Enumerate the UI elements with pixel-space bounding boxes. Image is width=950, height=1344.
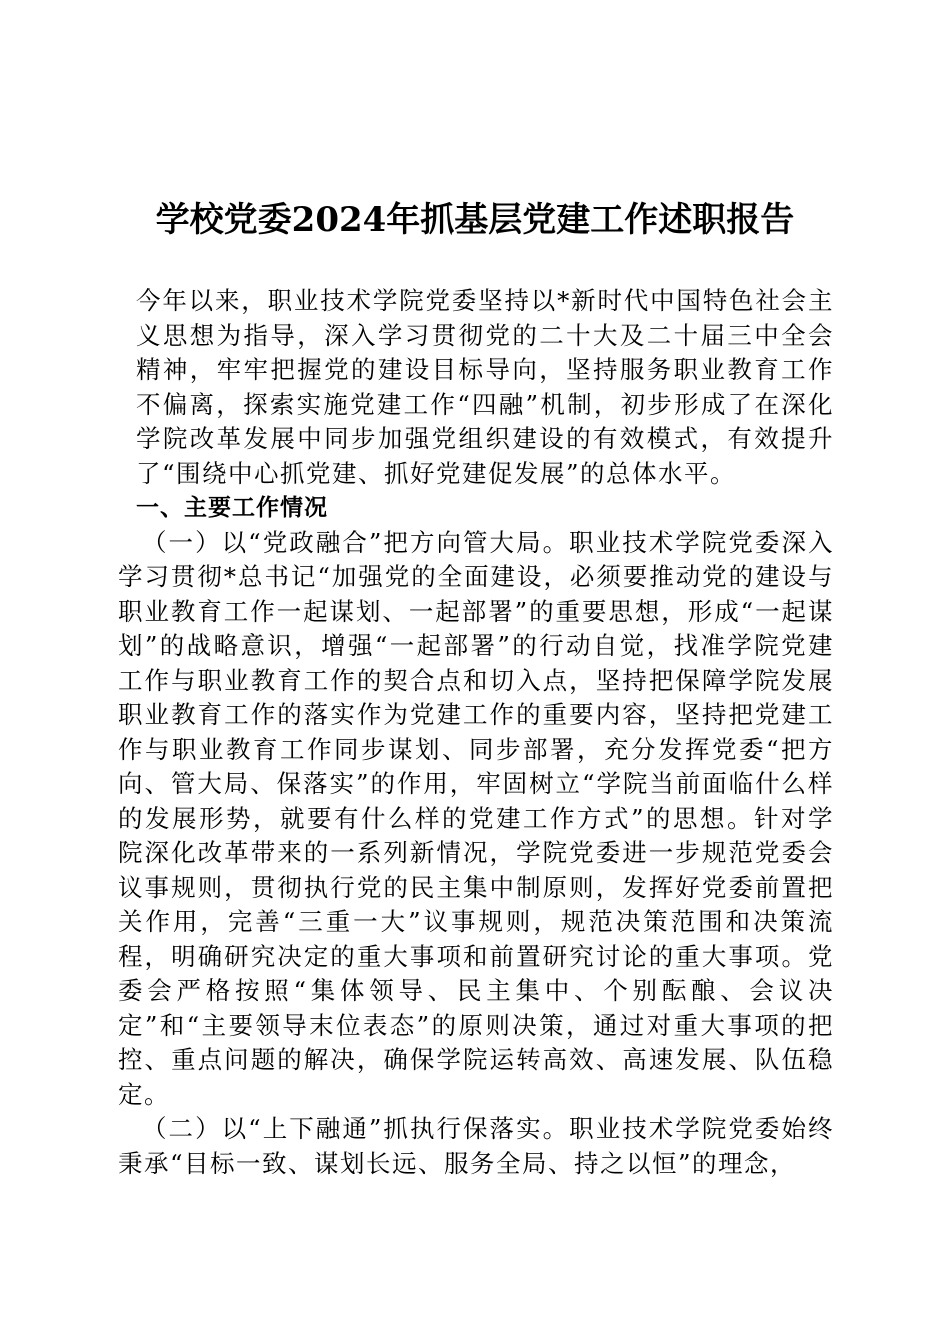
paragraph-party-government: （一）以“党政融合”把方向管大局。职业技术学院党委深入学习贯彻*总书记“加强党的全面建设，必须要推动党的建设与职业教育工作一起谋划、一起部署”的重要思想，形成“一起谋划”的战略意识，增强“一起部署”的行动自觉，找准学院党建工作与职业教育工作的契合点和切入点，坚持把保障学院发展职业教育工作的落实作为党建工作的重要内容，坚持把党建工作与职业教育工作同步谋划、同步部署，充分发挥党委“把方向、管大局、保落实”的作用，牢固树立“学院当前面临什么样的发展形势，就要有什么样的党建工作方式”的思想。针对学院深化改革带来的一系列新情况，学院党委进一步规范党委会议事规则，贯彻执行党的民主集中制原则，发挥好党委前置把关作用，完善“三重一大”议事规则，规范决策范围和决策流程，明确研究决定的重大事项和前置研究讨论的重大事项。党委会严格按照“集体领导、民主集中、个别酝酿、会议决定”和“主要领导末位表态”的原则决策，通过对重大事项的把控、重点问题的解决，确保学院运转高效、高速发展、队伍稳定。 (118, 527, 834, 1109)
section-heading: 一、主要工作情况 (136, 495, 328, 521)
document-title: 学校党委2024年抓基层党建工作述职报告 (155, 200, 795, 240)
intro-paragraph: 今年以来，职业技术学院党委坚持以*新时代中国特色社会主义思想为指导，深入学习贯彻党的二十大及二十届三中全会精神，牢牢把握党的建设目标导向，坚持服务职业教育工作不偏离，探索实施党建工作“四融”机制，初步形成了在深化学院改革发展中同步加强党组织建设的有效模式，有效提升了“围绕中心抓党建、抓好党建促发展”的总体水平。 (136, 286, 834, 488)
document-body (118, 284, 834, 1181)
paragraph-up-down: （二）以“上下融通”抓执行保落实。职业技术学院党委始终秉承“目标一致、谋划长远、服务全局、持之以恒”的理念， (118, 1114, 834, 1178)
